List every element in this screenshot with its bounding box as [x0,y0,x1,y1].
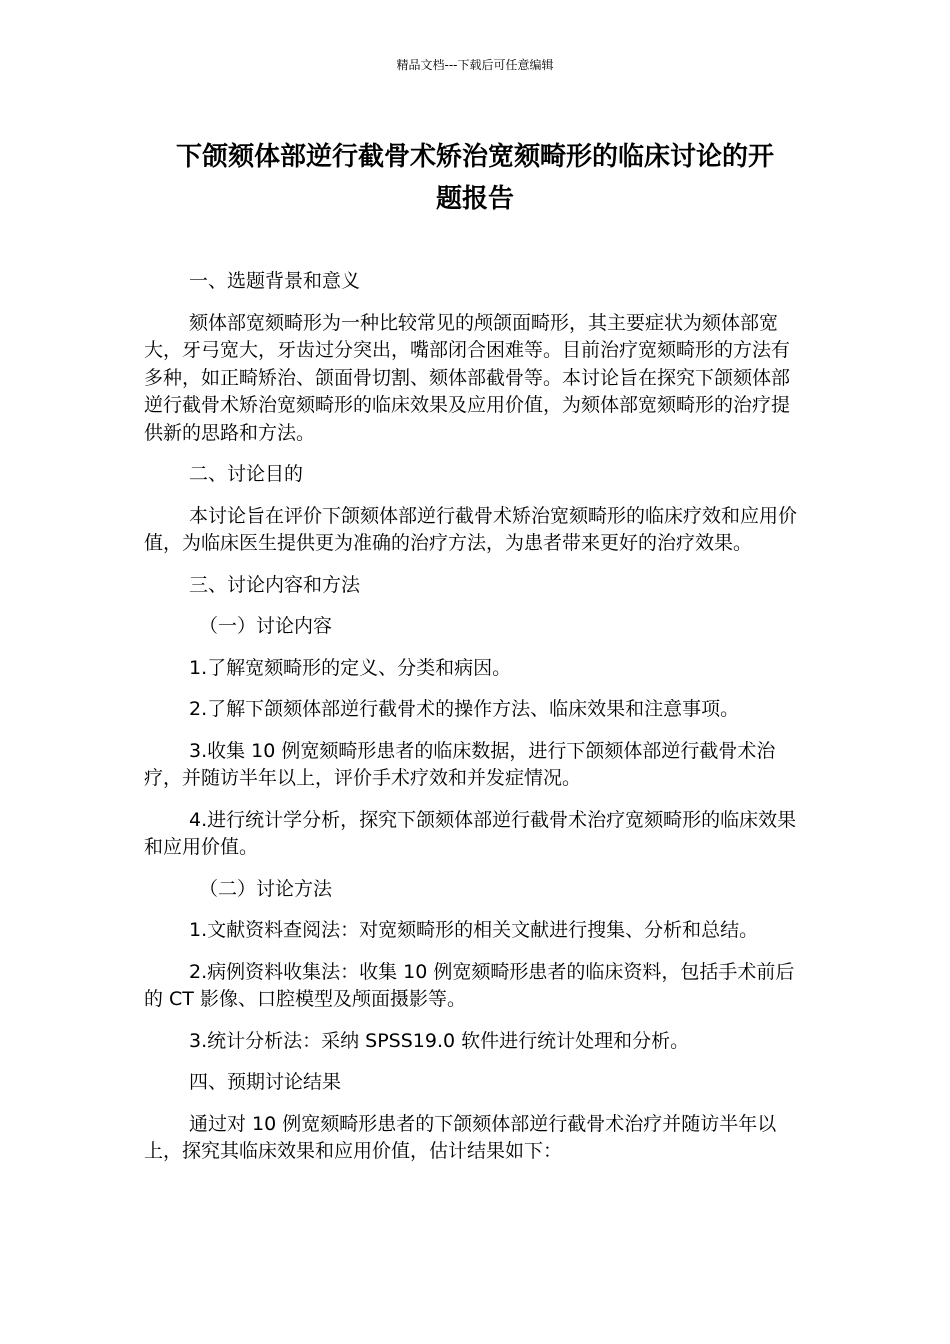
paragraph-background: 颏体部宽颏畸形为一种比较常见的颅颌面畸形，其主要症状为颏体部宽大，牙弓宽大，牙齿过分突出，嘴部闭合困难等。目前治疗宽颏畸形的方法有多种，如正畸矫治、颌面骨切割、颏体部截骨等。本讨论旨在探究下颌颏体部逆行截骨术矫治宽颏畸形的临床效果及应用价值，为颏体部宽颏畸形的治疗提供新的思路和方法。 [144,311,791,444]
paragraph-purpose: 本讨论旨在评价下颌颏体部逆行截骨术矫治宽颏畸形的临床疗效和应用价值，为临床医生提供更为准确的治疗方法，为患者带来更好的治疗效果。 [144,504,798,554]
content-item-1: 1.了解宽颏畸形的定义、分类和病因。 [189,656,512,679]
document-title [140,136,810,220]
title-line-2: 题报告 [435,184,514,214]
method-item-2: 2.病例资料收集法：收集 10 例宽颏畸形患者的临床资料，包括手术前后的 CT 影像、口腔模型及颅面摄影等。 [144,960,795,1010]
section-heading-expected-results: 四、预期讨论结果 [189,1071,342,1093]
section-heading-content-methods: 三、讨论内容和方法 [189,573,361,596]
paragraph-expected-results: 通过对 10 例宽颏畸形患者的下颌颏体部逆行截骨术治疗并随访半年以上，探究其临床效果和应用价值，估计结果如下： [144,1112,777,1162]
content-item-2: 2.了解下颌颏体部逆行截骨术的操作方法、临床效果和注意事项。 [189,698,740,720]
title-line-1: 下颌颏体部逆行截骨术矫治宽颏畸形的临床讨论的开 [175,142,774,172]
section-heading-background: 一、选题背景和意义 [189,270,361,292]
content-item-3: 3.收集 10 例宽颏畸形患者的临床数据，进行下颌颏体部逆行截骨术治疗，并随访半年以上，评价手术疗效和并发症情况。 [144,739,776,789]
page-header: 精品文档---下载后可任意编辑 [396,58,554,72]
section-heading-purpose: 二、讨论目的 [189,463,304,485]
method-item-1: 1.文献资料查阅法：对宽颏畸形的相关文献进行搜集、分析和总结。 [189,919,759,941]
method-item-3: 3.统计分析法：采纳 SPSS19.0 软件进行统计处理和分析。 [189,1029,690,1052]
subheading-methods: （二）讨论方法 [199,877,333,900]
subheading-content: （一）讨论内容 [199,615,333,637]
content-item-4: 4.进行统计学分析，探究下颌颏体部逆行截骨术治疗宽颏畸形的临床效果和应用价值。 [144,808,797,858]
document-body [144,268,806,1180]
